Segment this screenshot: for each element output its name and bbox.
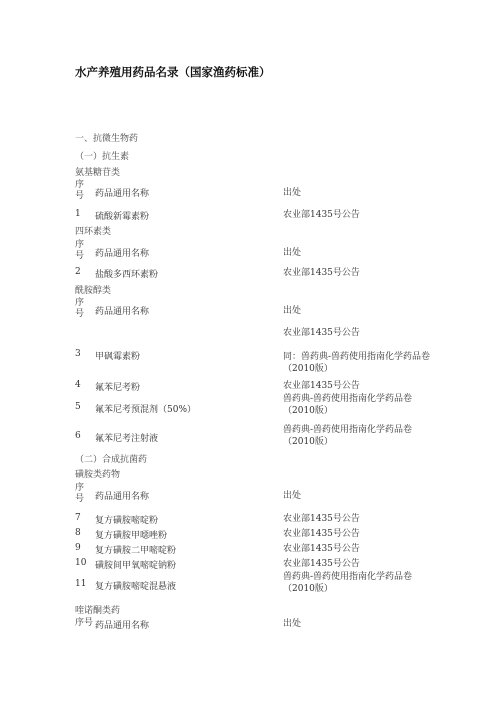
table-header (75, 180, 435, 204)
category-heading: 喹诺酮类药 (75, 606, 121, 616)
header-no: 序 号 (75, 180, 85, 201)
category-heading: 氨基糖苷类 (75, 168, 121, 178)
table-row: 3 甲砜霉素粉 同：兽药典-兽药使用指南化学药品卷（2010版） (75, 349, 431, 374)
category-heading: 酰胺醇类 (75, 286, 112, 296)
subsection-heading: （一）抗生素 (75, 152, 130, 162)
table-row: 6 氟苯尼考注射液 兽药典-兽药使用指南化学药品卷（2010版） (75, 425, 413, 447)
header-source: 出处 (283, 188, 302, 198)
section-heading: 一、抗微生物药 (75, 134, 139, 144)
table-row: 11 复方磺胺嘧啶混悬液 兽药典-兽药使用指南化学药品卷（2010版） (75, 572, 413, 594)
header-name: 药品通用名称 (95, 189, 150, 199)
table-header: 序 号 药品通用名称 出处 (75, 483, 302, 504)
category-heading: 四环素类 (75, 227, 112, 237)
table-header: 序 号 药品通用名称 出处 (75, 298, 302, 319)
category-heading: 磺胺类药物 (75, 470, 121, 480)
subsection-heading: （二）合成抗菌药 (75, 455, 148, 465)
table-header: 序 号 药品通用名称 出处 (75, 240, 302, 261)
document-title: 水产养殖用药品名录（国家渔药标准） (75, 65, 271, 79)
table-row: 5 氟苯尼考预混剂（50%） 兽药典-兽药使用指南化学药品卷（2010版） (75, 394, 413, 416)
